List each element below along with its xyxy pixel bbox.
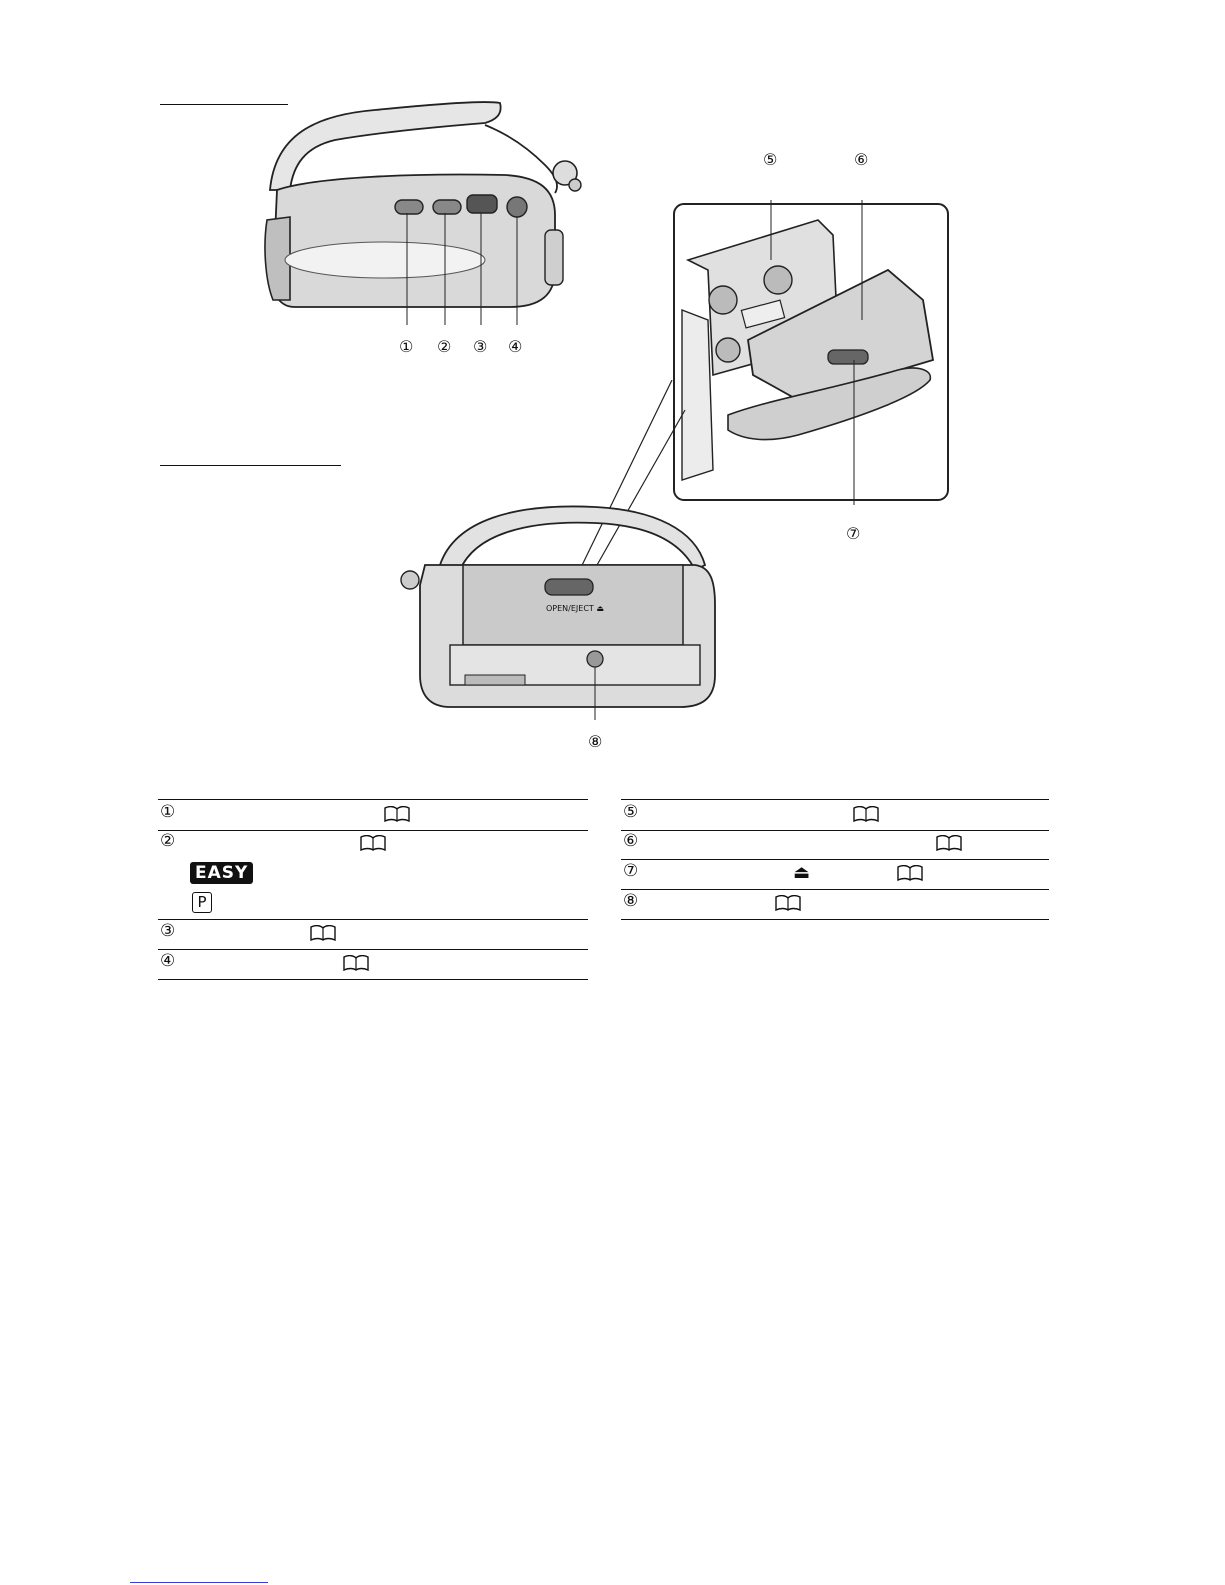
p-mode-badge: P xyxy=(192,892,212,913)
book-icon xyxy=(343,955,369,971)
callout-6: ⑥ xyxy=(854,150,869,169)
book-icon xyxy=(384,806,410,822)
legend-row xyxy=(158,799,588,831)
legend-row xyxy=(158,829,588,920)
legend-table-right xyxy=(621,799,1049,921)
callout-2: ② xyxy=(437,337,452,356)
legend-row xyxy=(621,799,1049,831)
book-icon xyxy=(936,835,962,851)
book-icon xyxy=(853,806,879,822)
book-icon xyxy=(310,925,336,941)
bottom-view-heading-rule xyxy=(160,465,341,466)
callout-7: ⑦ xyxy=(846,524,861,543)
callout-5: ⑤ xyxy=(763,150,778,169)
camcorder-top-view-diagram xyxy=(255,95,595,325)
footer-link-rule xyxy=(130,1582,268,1583)
legend-number: ⑤ xyxy=(623,802,639,822)
legend-number: ⑧ xyxy=(623,891,639,911)
callout-4: ④ xyxy=(508,337,523,356)
legend-number: ⑥ xyxy=(623,831,639,851)
callout-3: ③ xyxy=(473,337,488,356)
legend-row xyxy=(621,829,1049,860)
open-eject-label: OPEN/EJECT ⏏ xyxy=(546,604,604,613)
legend-number: ① xyxy=(160,802,176,822)
legend-row xyxy=(158,919,588,950)
book-icon xyxy=(775,895,801,911)
book-icon xyxy=(897,865,923,881)
callout-1: ① xyxy=(399,337,414,356)
eject-icon: ⏏ xyxy=(793,862,811,883)
book-icon xyxy=(360,835,386,851)
legend-row xyxy=(158,949,588,980)
callout-8: ⑧ xyxy=(588,732,603,751)
legend-number: ② xyxy=(160,831,176,851)
legend-row xyxy=(621,889,1049,920)
legend-table-left xyxy=(158,799,588,981)
legend-number: ④ xyxy=(160,951,176,971)
legend-number: ⑦ xyxy=(623,861,639,881)
easy-mode-badge: EASY xyxy=(190,862,253,884)
legend-number: ③ xyxy=(160,921,176,941)
legend-row xyxy=(621,859,1049,890)
cassette-compartment-inset-diagram xyxy=(668,200,953,505)
